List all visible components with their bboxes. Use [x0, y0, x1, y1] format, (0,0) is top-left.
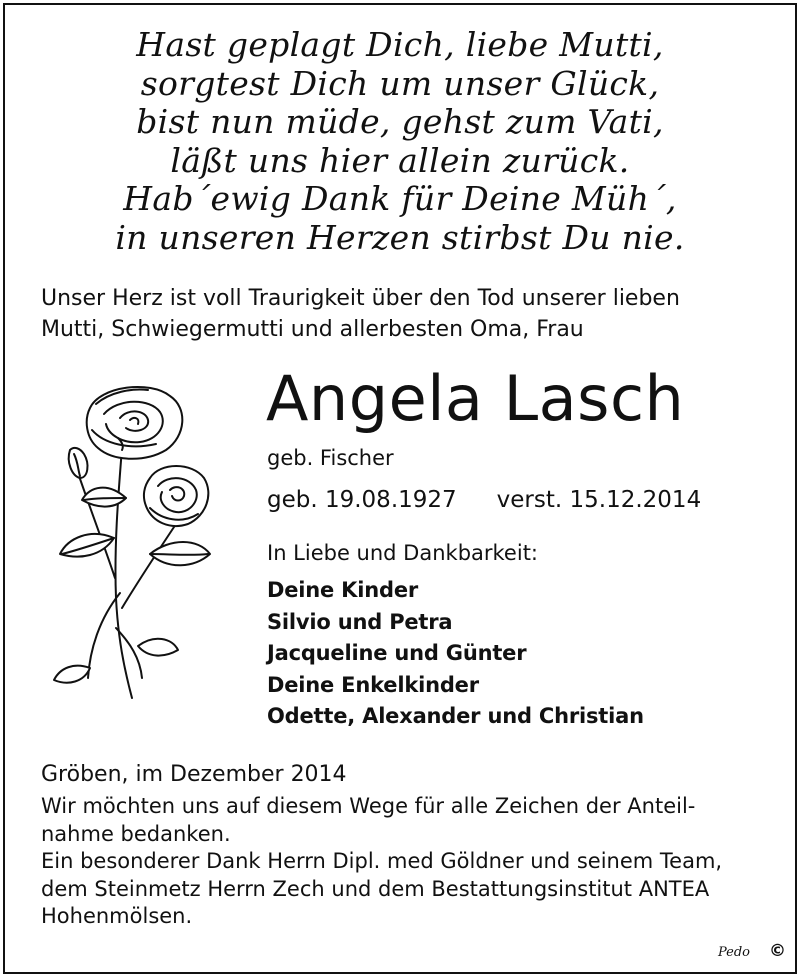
closing-text — [41, 793, 781, 931]
family-line: Silvio und Petra — [267, 609, 453, 634]
poem-line: läßt uns hier allein zurück. — [170, 140, 630, 180]
life-dates — [267, 484, 701, 516]
family-line: Deine Kinder — [267, 578, 419, 602]
family-line: Jacqueline und Günter — [267, 641, 527, 665]
family-line: Odette, Alexander und Christian — [267, 704, 644, 728]
family-line: Deine Enkelkinder — [267, 672, 479, 697]
rose-illustration-icon — [30, 378, 220, 712]
maiden-name: geb. Fischer — [267, 446, 394, 470]
poem-line: in unseren Herzen stirbst Du nie. — [115, 217, 685, 257]
intro-line: Mutti, Schwiegermutti und allerbesten Oma, Frau — [41, 317, 584, 342]
deceased-name: Angela Lasch — [266, 362, 685, 435]
closing-line: dem Steinmetz Herrn Zech und dem Bestattungsinstitut ANTEA — [41, 876, 710, 901]
closing-line: Wir möchten uns auf diesem Wege für alle Zeichen der Anteil- — [41, 794, 696, 818]
closing-line: Ein besonderer Dank Herrn Dipl. med Göldner und seinem Team, — [41, 849, 723, 873]
poem-line: bist nun müde, gehst zum Vati, — [136, 102, 664, 141]
copyright-mark: © — [769, 941, 786, 961]
poem-line: Hab´ewig Dank für Deine Müh´, — [123, 179, 677, 218]
death-date: verst. 15.12.2014 — [496, 487, 702, 513]
signature: Pedo — [718, 945, 751, 960]
poem-line: Hast geplagt Dich, liebe Mutti, — [136, 25, 664, 64]
closing-line: Hohenmölsen. — [41, 904, 193, 928]
poem — [0, 26, 800, 257]
intro-line: Unser Herz ist voll Traurigkeit über den Tod unserer lieben — [41, 286, 680, 311]
intro-text — [41, 283, 761, 345]
place-date: Gröben, im Dezember 2014 — [41, 762, 347, 787]
closing-line: nahme bedanken. — [41, 821, 231, 846]
birth-date: geb. 19.08.1927 — [267, 487, 457, 513]
poem-line: sorgtest Dich um unser Glück, — [140, 63, 660, 103]
thanks-heading: In Liebe und Dankbarkeit: — [267, 541, 539, 565]
family-list — [267, 575, 644, 733]
